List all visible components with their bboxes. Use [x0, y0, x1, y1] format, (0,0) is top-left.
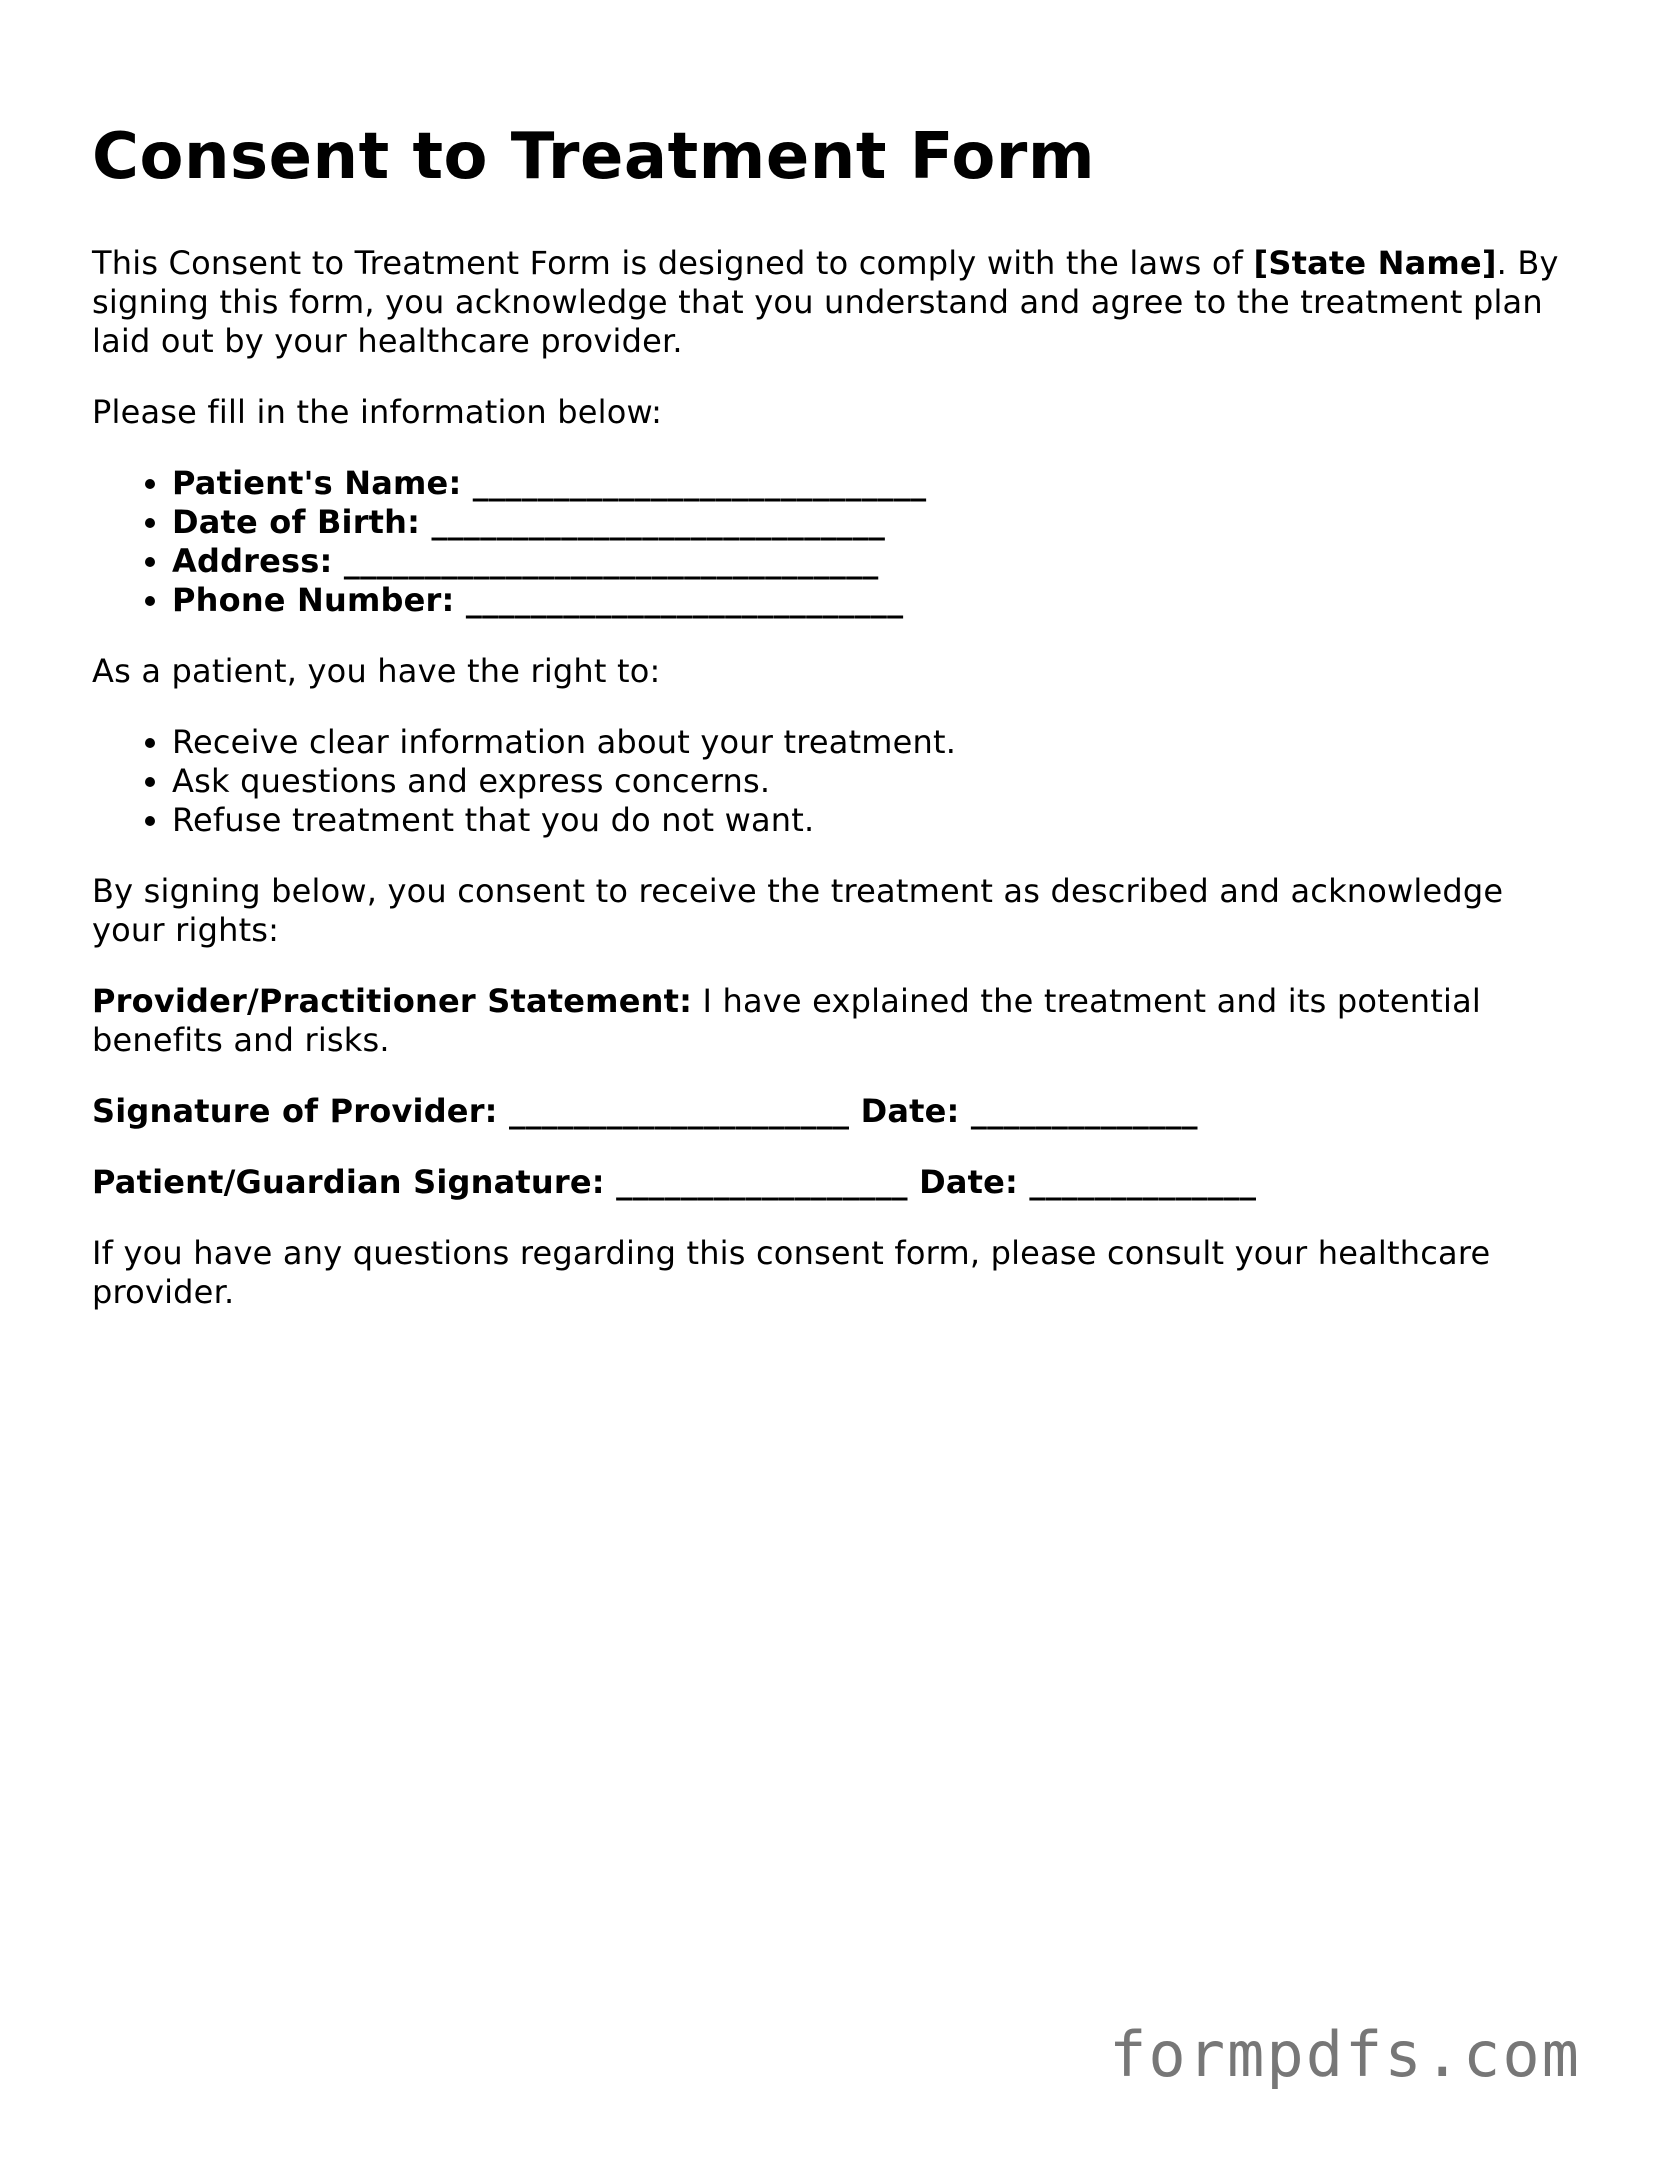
provider-statement [92, 982, 1582, 1060]
field-label: Address: [172, 542, 333, 580]
field-label: Phone Number: [172, 581, 455, 619]
patient-signature-blank: __________________ [616, 1163, 908, 1201]
provider-signature-blank: _____________________ [509, 1092, 850, 1130]
document-page [92, 112, 1592, 1312]
rights-intro: As a patient, you have the right to: [92, 652, 661, 690]
patient-signature-line [92, 1163, 1592, 1202]
patient-fields-list [92, 464, 1592, 620]
page-title: Consent to Treatment Form [92, 120, 1096, 194]
intro-text-after: . By signing this form, you acknowledge that you understand and agree to the treatment plan laid out by your healthcare provider. [92, 244, 1559, 360]
provider-date-label: Date: [860, 1092, 960, 1130]
phone-number-field [172, 581, 1592, 620]
rights-list-item: • Receive clear information about your treatment. [172, 723, 1592, 762]
date-of-birth-field [172, 503, 1592, 542]
closing-paragraph: If you have any questions regarding this consent form, please consult your healthcare provider. [92, 1234, 1491, 1311]
field-label: Patient's Name: [172, 464, 462, 502]
field-blank: ____________________________ [472, 464, 927, 502]
provider-signature-label: Signature of Provider: [92, 1092, 498, 1130]
watermark: formpdfs.com [1109, 2018, 1581, 2091]
intro-text-before: This Consent to Treatment Form is designed to comply with the laws of [92, 244, 1254, 282]
field-blank: ____________________________ [431, 503, 886, 541]
field-blank: _________________________________ [343, 542, 879, 580]
state-name-placeholder: [State Name] [1253, 244, 1497, 282]
intro-paragraph [92, 244, 1582, 361]
patient-date-blank: ______________ [1029, 1163, 1257, 1201]
patient-name-field [172, 464, 1592, 503]
patient-signature-label: Patient/Guardian Signature: [92, 1163, 605, 1201]
rights-list-item: • Ask questions and express concerns. [172, 762, 1592, 801]
field-blank: ___________________________ [465, 581, 904, 619]
provider-statement-text: I have explained the treatment and its potential benefits and risks. [92, 982, 1481, 1059]
address-field [172, 542, 1592, 581]
patient-date-label: Date: [919, 1163, 1019, 1201]
rights-list-item: • Refuse treatment that you do not want. [172, 801, 1592, 840]
provider-date-blank: ______________ [970, 1092, 1198, 1130]
fill-prompt: Please fill in the information below: [92, 393, 663, 431]
provider-signature-line [92, 1092, 1592, 1131]
provider-statement-label: Provider/Practitioner Statement: [92, 982, 693, 1020]
sign-intro: By signing below, you consent to receive the treatment as described and acknowledge your rights: [92, 872, 1504, 949]
rights-list [92, 723, 1592, 840]
field-label: Date of Birth: [172, 503, 421, 541]
